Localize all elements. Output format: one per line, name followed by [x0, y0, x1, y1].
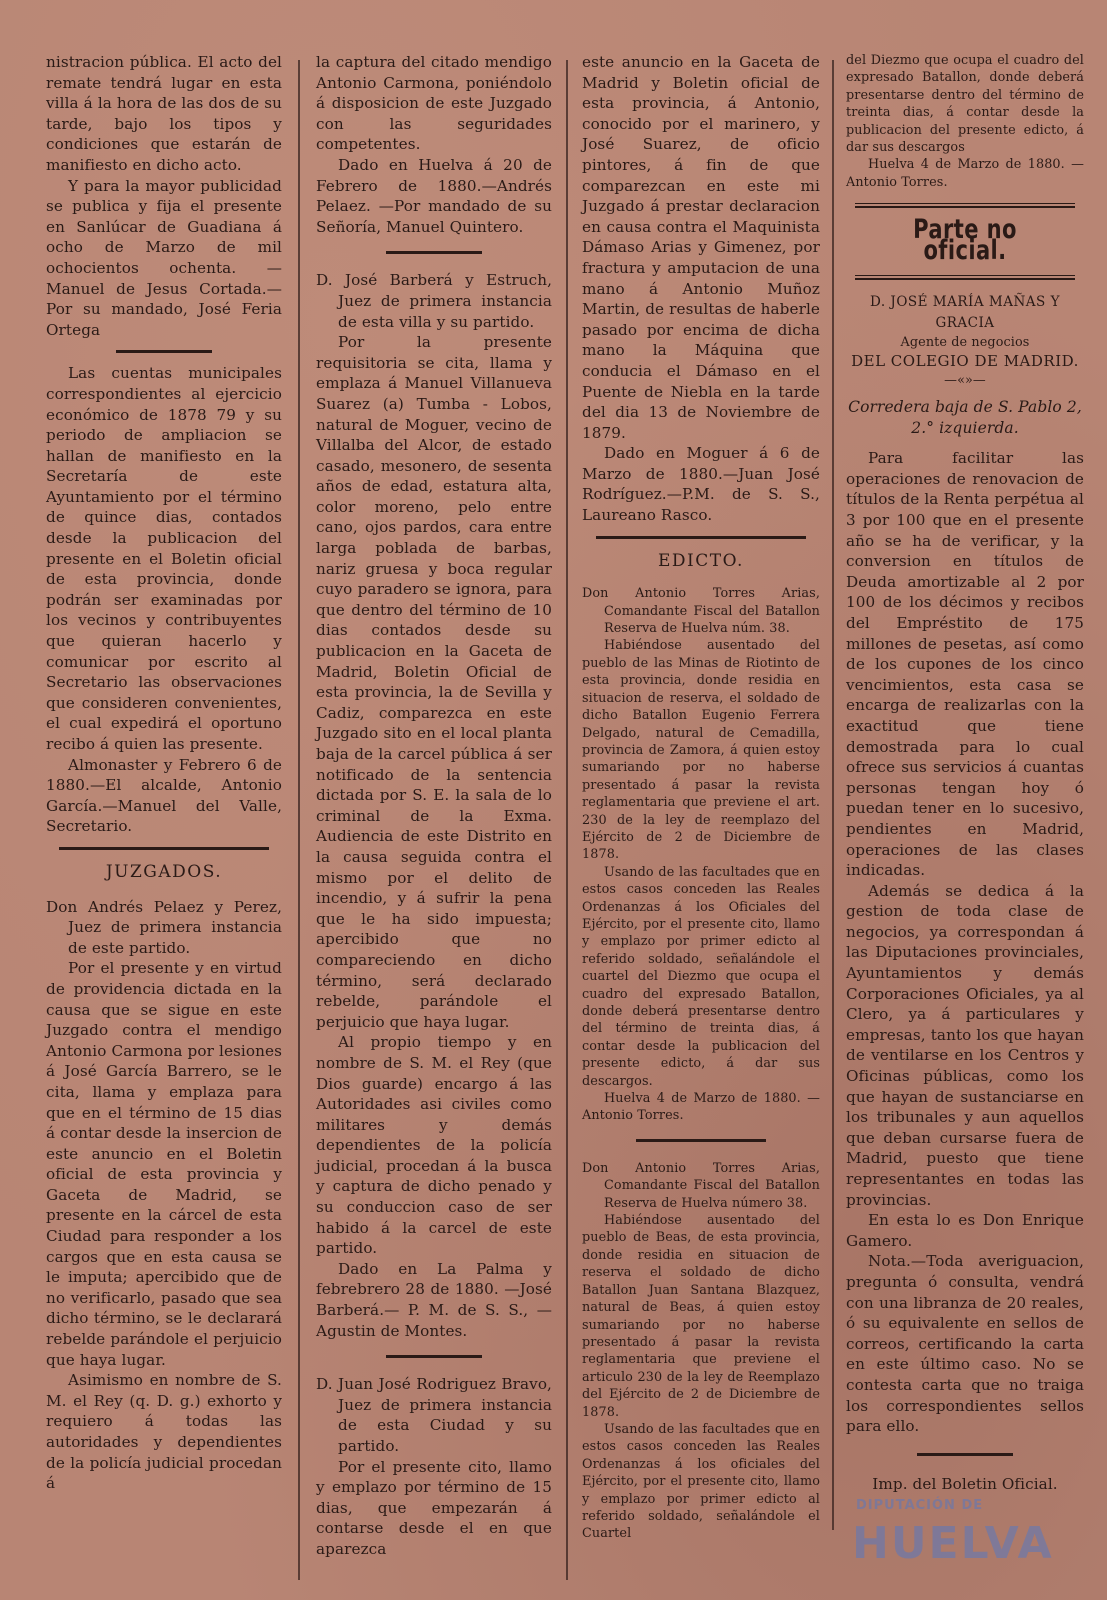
- separator-rule: [386, 1355, 482, 1358]
- paragraph: Usando de las facultades que en estos casos conceden las Reales Ordenanzas á los Oficiales del Ejército, por el presente cito, llamo y emplazo por primer edicto al referido soldado, señalándole el cuartel del Diezmo que ocupa el cuadro del expresado Batallon, donde deberá presentarse dentro del término de treinta dias, á contar desde la publicacion del presente edicto, á dar sus descargos.: [582, 864, 820, 1089]
- advertiser-role: Agente de negocios: [900, 334, 1030, 350]
- separator-rule: [917, 1453, 1013, 1456]
- paragraph: D. Juan José Rodriguez Bravo, Juez de primera instancia de esta Ciudad y su partido.: [316, 1375, 552, 1455]
- paragraph: Y para la mayor publicidad se publica y fija el presente en Sanlúcar de Guadiana á ocho de Marzo de mil ochocientos ochenta. — Manuel de Jesus Cortada.—Por su mandado, José Feria Ortega: [46, 176, 282, 339]
- paragraph: Dado en Huelva á 20 de Febrero de 1880.—Andrés Pelaez. —Por mandado de su Señoría, Manuel Quintero.: [316, 155, 552, 236]
- paragraph: En esta lo es Don Enrique Gamero.: [846, 1211, 1084, 1250]
- paragraph: nistracion pública. El acto del remate tendrá lugar en esta villa á la hora de las dos de su tarde, bajo los tipos y condiciones que estarán de manifiesto en dicho acto.: [46, 53, 282, 174]
- watermark-line-1: DIPUTACIÓN DE: [856, 1498, 984, 1513]
- watermark-line-2: HUELVA: [852, 1518, 1054, 1569]
- ornament: —«»—: [944, 372, 986, 388]
- paragraph: Huelva 4 de Marzo de 1880. — Antonio Torres.: [846, 157, 1084, 190]
- separator-rule: [636, 1139, 766, 1142]
- paragraph: este anuncio en la Gaceta de Madrid y Boletin oficial de esta provincia, á Antonio, conocido por el marinero, y José Suarez, de oficio pintores, á fin de que comparezcan en este mi Juzgado á prestar declaracion en causa contra el Maquinista Dámaso Arias y Gimenez, por fractura y amputacion de una mano á Antonio Muñoz Martin, de resultas de haberle pasado por encima de dicha mano la Máquina que conducia el Dámaso en el Puente de Niebla en la tarde del dia 13 de Noviembre de 1879.: [582, 53, 820, 442]
- paragraph: Habiéndose ausentado del pueblo de las Minas de Riotinto de esta provincia, donde residia en situacion de reserva, el soldado de dicho Batallon Eugenio Ferrera Delgado, natural de Cemadilla, provincia de Zamora, á quien estoy sumariando por no haberse presentado á pasar la revista reglamentaria que previene el art. 230 de la ley de reemplazo del Ejército de 2 de Diciembre de 1878.: [582, 638, 820, 863]
- paragraph: Además se dedica á la gestion de toda clase de negocios, ya correspondan á las Diputaciones provinciales, Ayuntamientos y demás Corporaciones Oficiales, ya al Clero, ya á particulares y empresas, tanto los que hayan de ventilarse en los Centros y Oficinas públicas, como los que hayan de sustanciarse en los tribunales y aun aquellos que deban cursarse fuera de Madrid, puesto que tiene representantes en todas las provincias.: [846, 881, 1084, 1209]
- column-divider: [832, 60, 834, 1530]
- paragraph: Don Antonio Torres Arias, Comandante Fiscal del Batallon Reserva de Huelva núm. 38.: [582, 586, 820, 637]
- paragraph: Por el presente cito, llamo y emplazo por término de 15 dias, que empezarán á contarse desde el en que aparezca: [316, 1457, 552, 1558]
- double-rule: [855, 275, 1075, 280]
- paragraph: Don Antonio Torres Arias, Comandante Fiscal del Batallon Reserva de Huelva número 38.: [582, 1160, 820, 1211]
- column-3: [582, 52, 820, 1543]
- paragraph: Al propio tiempo y en nombre de S. M. el Rey (que Dios guarde) encargo á las Autoridades asi civiles como militares y demás dependientes de la policía judicial, procedan á la busca y captura de dicho penado y su conduccion caso de ser habido á la carcel de este partido.: [316, 1033, 552, 1258]
- paragraph: Las cuentas municipales correspondientes al ejercicio económico de 1878 79 y su periodo de ampliacion se hallan de manifiesto en la Secretaría de este Ayuntamiento por el término de quince dias, contados desde la publicacion del presente en el Boletin oficial de esta provincia, donde podrán ser examinadas por los vecinos y contribuyentes que quieran hacerlo y comunicar por escrito al Secretario las observaciones que consideren convenientes, el cual expedirá el oportuno recibo á quien las presente.: [46, 364, 282, 753]
- column-4: [846, 52, 1084, 1494]
- advertiser-name: D. JOSÉ MARÍA MAÑAS Y GRACIA: [870, 294, 1060, 332]
- paragraph: Por la presente requisitoria se cita, llama y emplaza á Manuel Villanueva Suarez (a) Tumba - Lobos, natural de Moguer, vecino de Villalba del Alcor, de estado casado, mesonero, de sesenta años de edad, estatura alta, color moreno, pelo entre cano, ojos pardos, cara entre larga poblada de barbas, nariz gruesa y boca regular cuyo paradero se ignora, para que dentro del término de 10 dias contados desde su publicacion en la Gaceta de Madrid, Boletin Oficial de esta provincia, la de Sevilla y Cadiz, comparezca en este Juzgado sito en el local planta baja de la carcel pública á ser notificado de la sentencia dictada por S. E. la sala de lo criminal de la Exma. Audiencia de este Distrito en la causa seguida contra el mismo por el delito de incendio, y á sufrir la pena que le ha sido impuesta; apercibido que no compareciendo en dicho término, será declarado rebelde, parándole el perjuicio que haya lugar.: [316, 333, 552, 1031]
- paragraph: Para facilitar las operaciones de renovacion de títulos de la Renta perpétua al 3 por 100 que en el presente año se ha de verificar, y la conversion en títulos de Deuda amortizable al 2 por 100 de los décimos y recibos del Empréstito de 175 millones de pesetas, así como de los cupones de los cinco vencimientos, esta casa se encarga de realizarlas con la exactitud que tiene demostrada para lo cual ofrece sus servicios á cuantas personas tengan hoy ó puedan tener en lo sucesivo, pendientes en Madrid, operaciones de las clases indicadas.: [846, 449, 1084, 880]
- paragraph: del Diezmo que ocupa el cuadro del expresado Batallon, donde deberá presentarse dentro del término de treinta dias, á contar desde la publicacion del presente edicto, á dar sus descargos: [846, 53, 1084, 156]
- paragraph: Nota.—Toda averiguacion, pregunta ó consulta, vendrá con una libranza de 20 reales, ó su equivalente en sellos de correos, certificando la carta en este último caso. No se contesta carta que no traiga los correspondientes sellos para ello.: [846, 1252, 1084, 1436]
- column-1: [46, 52, 282, 1494]
- separator-rule: [116, 350, 212, 353]
- double-rule: [855, 203, 1075, 208]
- archive-watermark: [840, 1496, 1054, 1576]
- paragraph: Asimismo en nombre de S. M. el Rey (q. D. g.) exhorto y requiero á todas las autoridades y dependientes de la policía judicial procedan á: [46, 1371, 282, 1493]
- paragraph: Habiéndose ausentado del pueblo de Beas, de esta provincia, donde residia en situacion de reserva el soldado de dicho Batallon Juan Santana Blazquez, natural de Beas, á quien estoy sumariando por no haberse presentado á pasar la revista reglamentaria que previene el articulo 230 de la ley de Reemplazo del Ejército de 2 de Diciembre de 1878.: [582, 1213, 820, 1420]
- section-heading: Parte no oficial.: [913, 214, 1017, 266]
- section-heading: JUZGADOS.: [105, 861, 223, 882]
- column-2: [316, 52, 552, 1560]
- separator-rule: [386, 251, 482, 254]
- paragraph: Por el presente y en virtud de providencia dictada en la causa que se sigue en este Juzgado contra el mendigo Antonio Carmona por lesiones á José García Barrero, se le cita, llama y emplaza para que en el término de 15 dias á contar desde la insercion de este anuncio en el Boletin oficial de esta provincia y Gaceta de Madrid, se presente en la cárcel de esta Ciudad para responder a los cargos que en esta causa se le imputa; apercibido que de no verificarlo, pasado que sea dicho término, se le declarará rebelde parándole el perjuicio que haya lugar.: [46, 959, 282, 1369]
- advertiser-address: Corredera baja de S. Pablo 2, 2.° izquierda.: [848, 398, 1082, 437]
- paragraph: Usando de las facultades que en estos casos conceden las Reales Ordenanzas á los oficiales del Ejército, por el presente cito, llamo y emplazo por primer edicto al referido soldado, señalándole el Cuartel: [582, 1421, 820, 1542]
- section-heading: EDICTO.: [658, 550, 744, 571]
- paragraph: Don Andrés Pelaez y Perez, Juez de primera instancia de este partido.: [46, 897, 282, 957]
- paragraph: D. José Barberá y Estruch, Juez de primera instancia de esta villa y su partido.: [316, 271, 552, 331]
- paragraph: Almonaster y Febrero 6 de 1880.—El alcalde, Antonio García.—Manuel del Valle, Secretario.: [46, 755, 282, 836]
- column-divider: [298, 60, 300, 1580]
- separator-rule: [596, 536, 806, 539]
- paragraph: Dado en La Palma y febrebrero 28 de 1880. —José Barberá.— P. M. de S. S., —Agustin de Montes.: [316, 1259, 552, 1340]
- paragraph: Huelva 4 de Marzo de 1880. — Antonio Torres.: [582, 1091, 820, 1124]
- column-divider: [566, 60, 568, 1580]
- paragraph: la captura del citado mendigo Antonio Carmona, poniéndolo á disposicion de este Juzgado con las seguridades competentes.: [316, 53, 552, 154]
- separator-rule: [59, 847, 269, 850]
- printer-imprint: Imp. del Boletin Oficial.: [872, 1474, 1058, 1493]
- advertiser-college: DEL COLEGIO DE MADRID.: [851, 352, 1079, 371]
- paragraph: Dado en Moguer á 6 de Marzo de 1880.—Juan José Rodríguez.—P.M. de S. S., Laureano Rasco.: [582, 444, 820, 525]
